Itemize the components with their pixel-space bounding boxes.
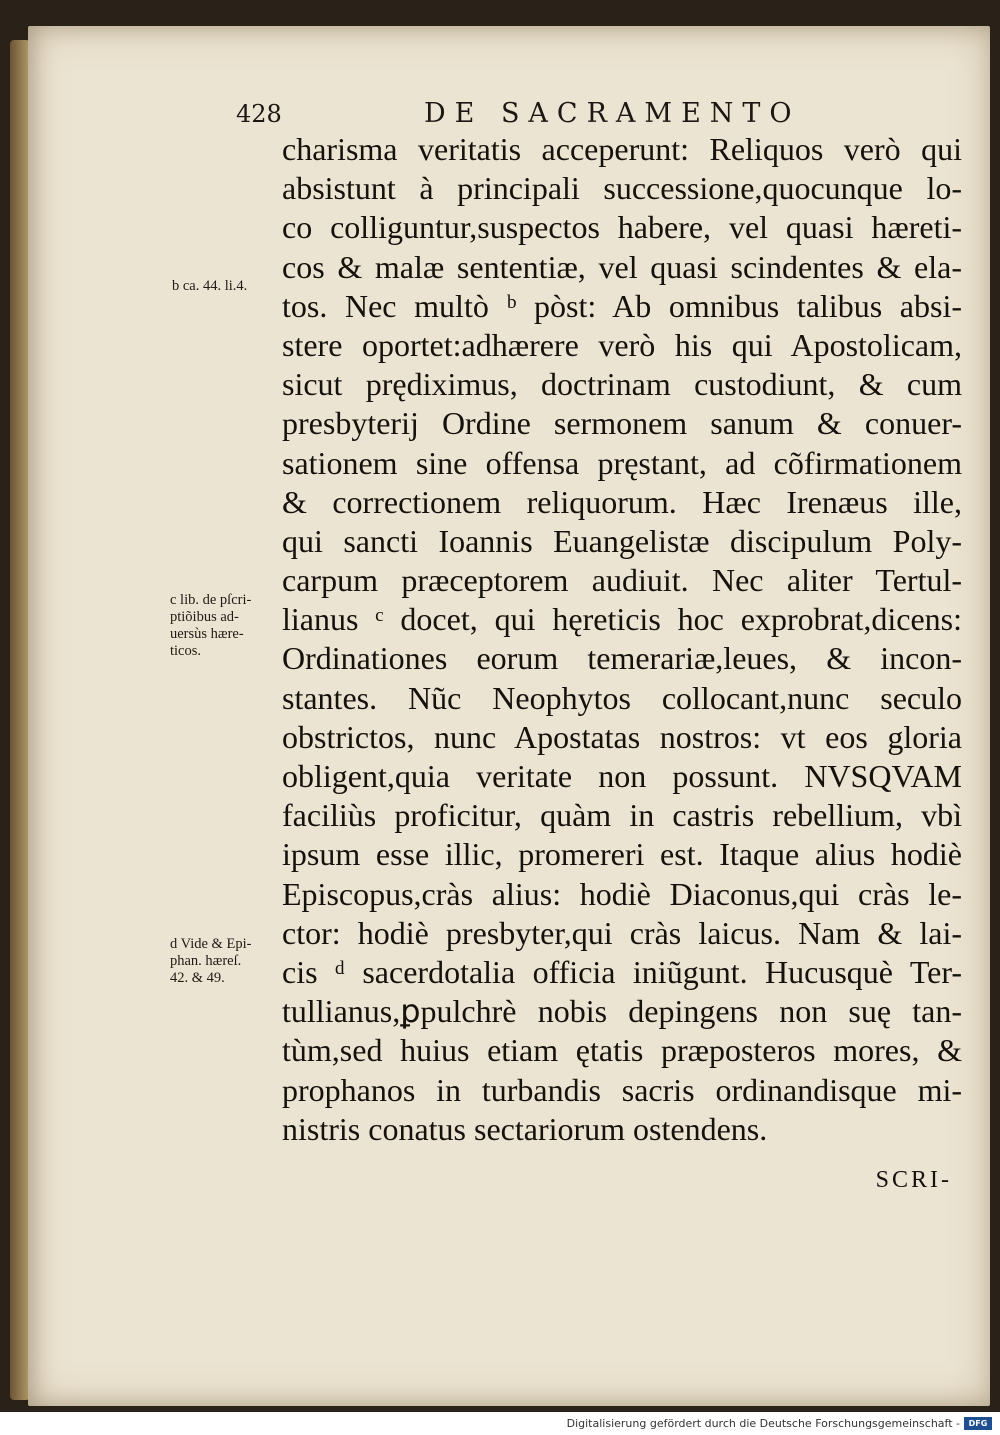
text-line: faciliùs proficitur, quàm in castris rebellium, vbì — [282, 797, 962, 834]
margin-note-line: ptiõibus ad- — [170, 609, 239, 625]
margin-note-line: 42. & 49. — [170, 970, 225, 986]
text-line: stantes. Nũc Neophytos collocant,nunc seculo — [282, 679, 962, 716]
text-line: tos. Nec multò ᵇ pòst: Ab omnibus talibus absi- — [282, 287, 962, 324]
text-line: cos & malæ sententiæ, vel quasi scindentes & ela- — [282, 248, 962, 285]
text-line: obstrictos, nunc Apostatas nostros: vt eos gloria — [282, 718, 962, 755]
margin-note-b: b ca. 44. li.4. — [172, 278, 248, 294]
text-line: stere oportet:adhærere verò his qui Apostolicam, — [282, 326, 962, 363]
margin-note-d — [170, 936, 251, 987]
text-line: Ordinationes eorum temerariæ,leues, & incon- — [282, 640, 962, 677]
text-line: qui sancti Ioannis Euangelistæ discipulum Poly- — [282, 522, 962, 559]
dfg-logo[interactable]: DFG — [964, 1417, 992, 1430]
text-line: prophanos in turbandis sacris ordinandisque mi- — [282, 1071, 962, 1108]
text-line: tùm,sed huius etiam ętatis præposteros mores, & — [282, 1032, 962, 1069]
margin-note-c — [170, 592, 251, 660]
margin-note-line: uersùs hære- — [170, 626, 244, 642]
margin-note-line: d Vide & Epi- — [170, 936, 252, 952]
text-line: tullianus,ꝑpulchrè nobis depingens non suę tan- — [282, 993, 962, 1030]
text-line: & correctionem reliquorum. Hæc Irenæus ille, — [282, 483, 962, 520]
text-line: ctor: hodiè presbyter,qui cràs laicus. Nam & lai- — [282, 914, 962, 951]
body-text — [282, 130, 962, 1200]
text-line: charisma veritatis acceperunt: Reliquos verò qui — [282, 131, 962, 167]
text-line: carpum præceptorem audiuit. Nec aliter Tertul- — [282, 562, 962, 599]
text-line: sationem sine offensa pręstant, ad cõfirmationem — [282, 444, 962, 481]
text-line: sicut prędiximus, doctrinam custodiunt, & cum — [282, 366, 962, 403]
funding-notice: Digitalisierung gefördert durch die Deutsche Forschungsgemeinschaft - — [566, 1417, 960, 1430]
running-title: DE SACRAMENTO — [424, 98, 801, 129]
footer-bar — [0, 1412, 1000, 1435]
margin-note-line: phan. hæreſ. — [170, 953, 242, 969]
catchword: SCRI- — [875, 1166, 952, 1193]
text-line: ipsum esse illic, promereri est. Itaque alius hodiè — [282, 836, 962, 873]
text-line: cis ᵈ sacerdotalia officia iniũgunt. Hucusquè Ter- — [282, 953, 962, 990]
page-edge — [10, 40, 30, 1400]
text-line: obligent,quia veritate non possunt. NVSQVAM — [282, 758, 962, 794]
text-line: lianus ᶜ docet, qui hęreticis hoc exprobrat,dicens: — [282, 601, 962, 638]
margin-note-line: ticos. — [170, 643, 202, 659]
running-head — [236, 98, 956, 134]
page-number: 428 — [236, 100, 282, 128]
text-line: nistris conatus sectariorum ostendens. — [282, 1110, 768, 1147]
text-line: presbyterij Ordine sermonem sanum & conuer- — [282, 405, 962, 442]
text-line: co colliguntur,suspectos habere, vel quasi hæreti- — [282, 209, 962, 246]
text-line: Episcopus,cràs alius: hodiè Diaconus,qui cràs le- — [282, 875, 962, 912]
margin-note-line: c lib. de pſcri- — [170, 592, 252, 608]
text-line: absistunt à principali successione,quocunque lo- — [282, 170, 962, 207]
